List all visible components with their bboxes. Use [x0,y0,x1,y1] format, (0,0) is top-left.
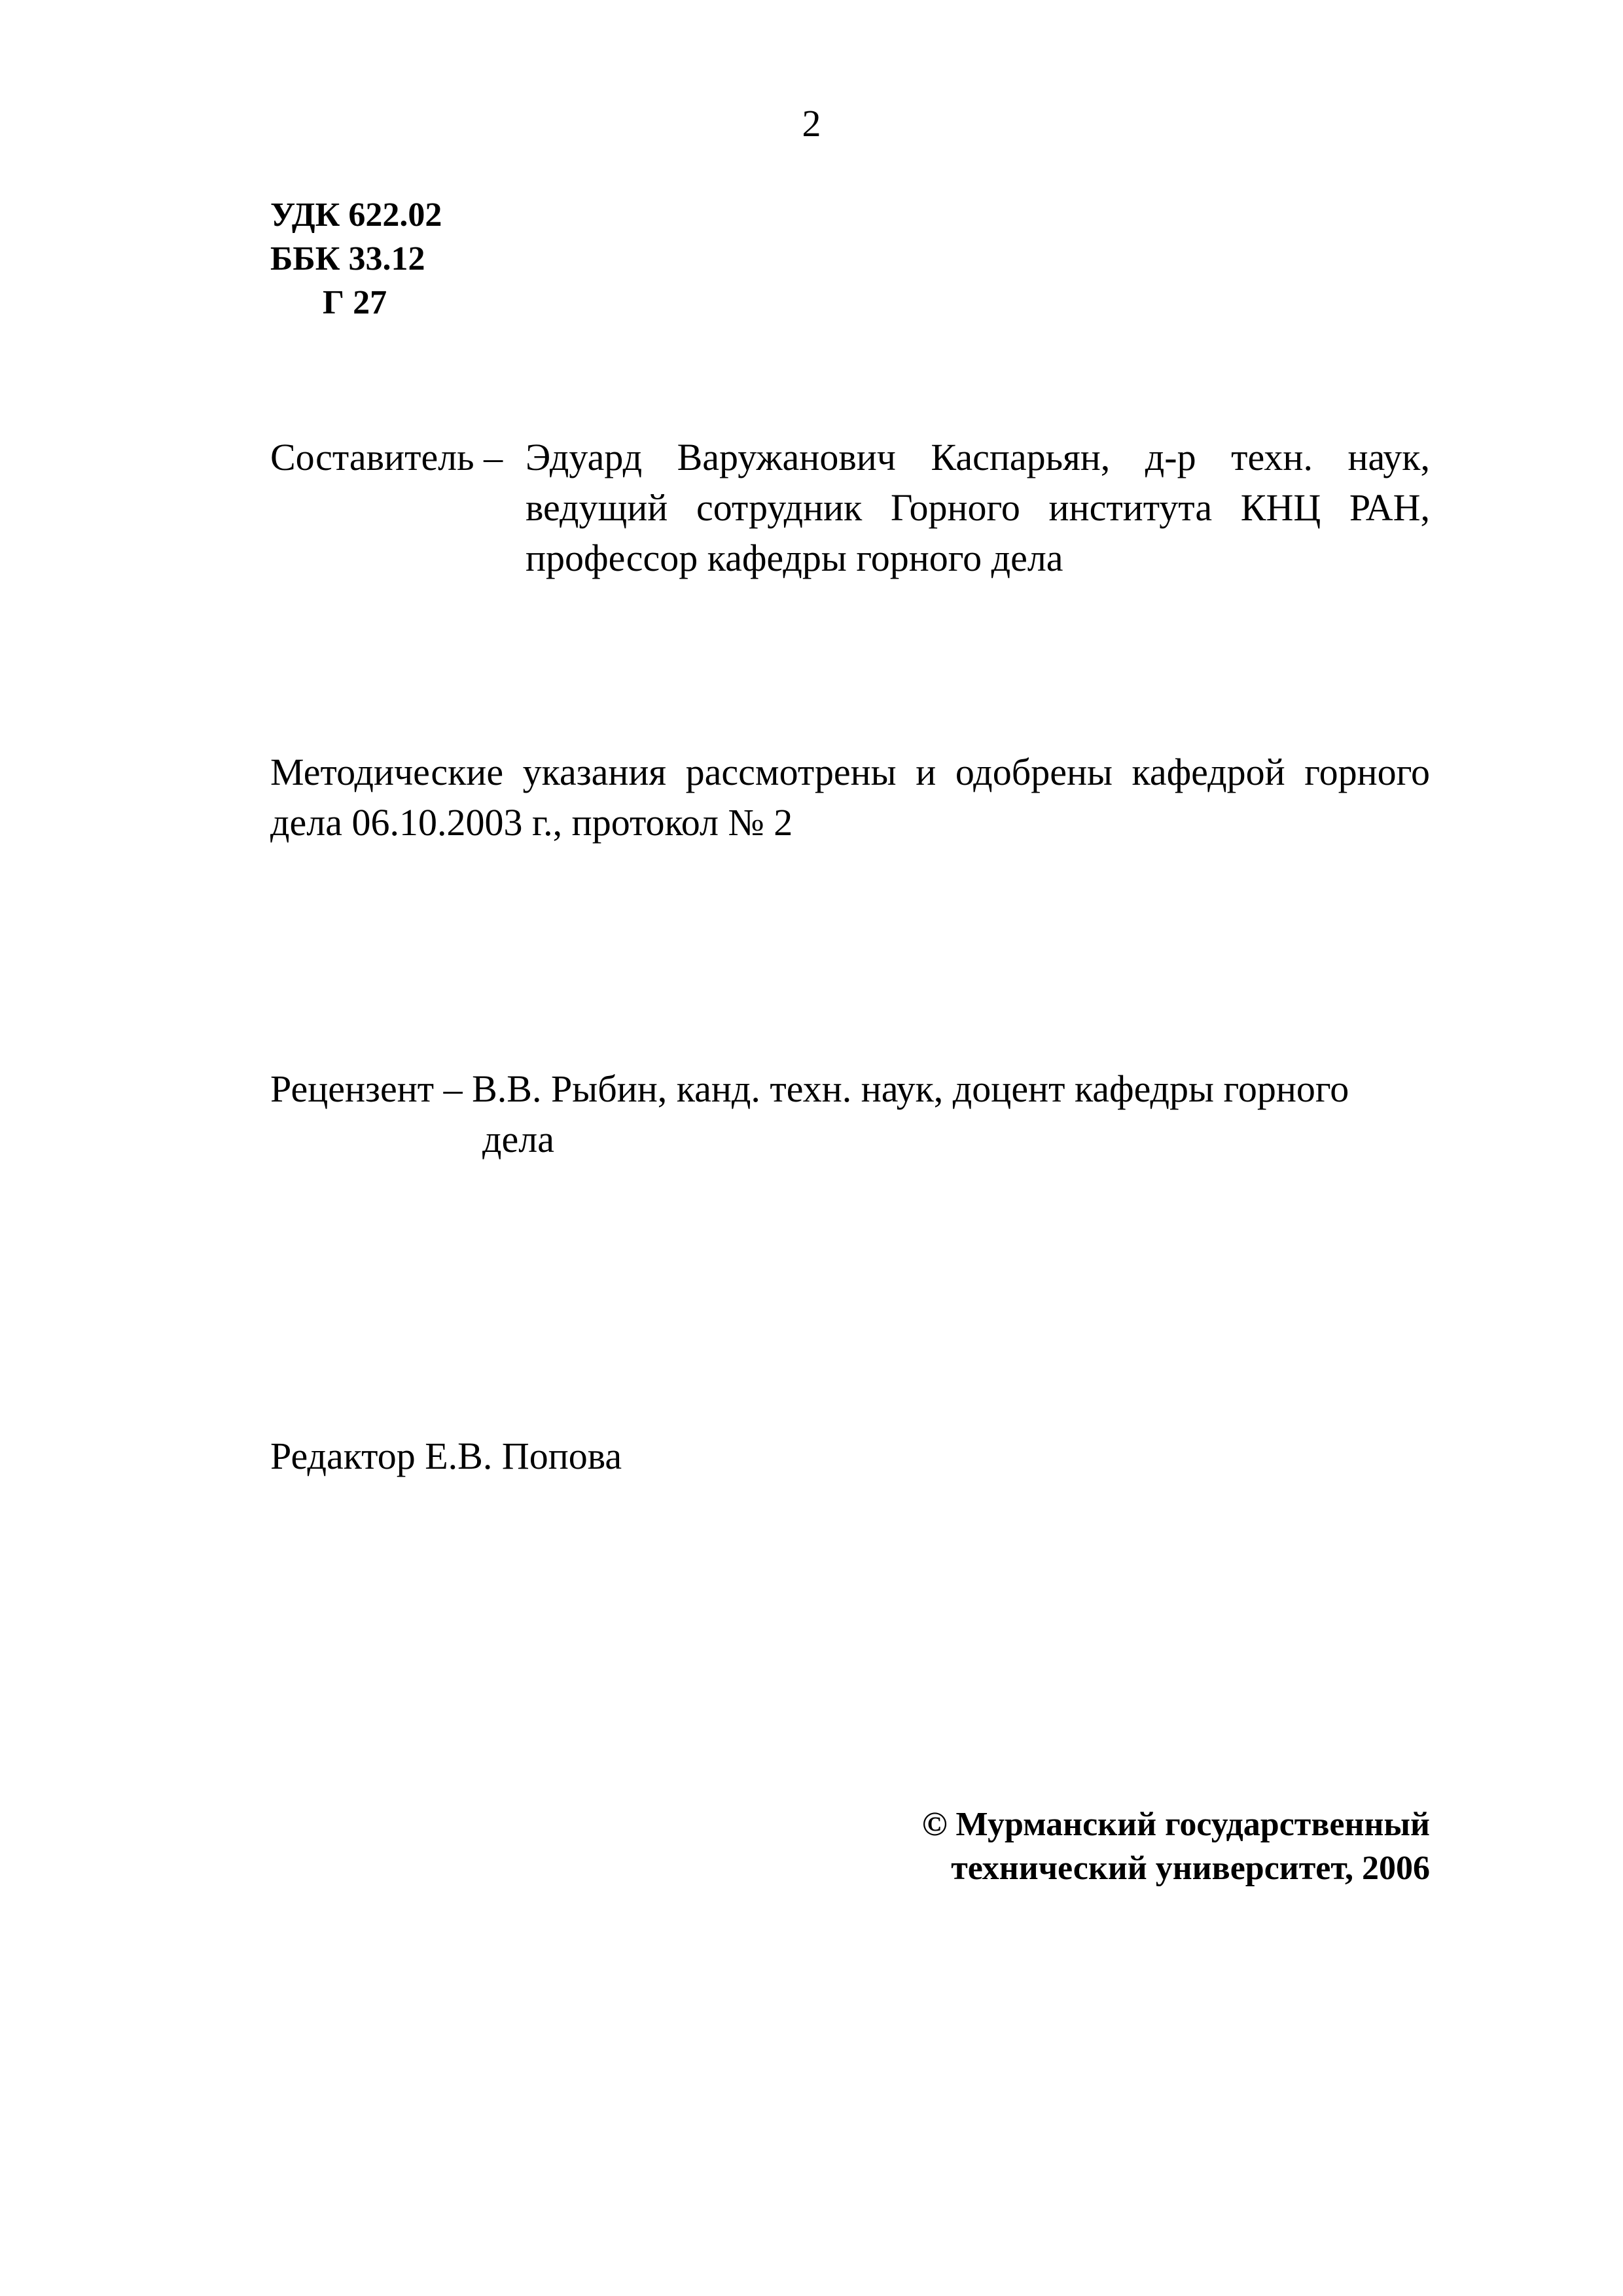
reviewer-text-line2: дела [482,1118,554,1160]
reviewer-label: Рецензент – [270,1067,463,1110]
author-mark: Г 27 [323,284,387,321]
editor-text: Редактор Е.В. Попова [270,1435,622,1477]
compiler-label: Составитель – [270,436,503,478]
udk-code: УДК 622.02 [270,196,442,234]
compiler-section [270,432,1430,583]
classification-block [270,193,442,325]
copyright-line2: технический университет, 2006 [951,1850,1430,1887]
page-number: 2 [802,102,821,145]
reviewer-text-line1: В.В. Рыбин, канд. техн. наук, доцент кафедры горного [472,1067,1349,1110]
copyright-block [922,1803,1430,1890]
bbk-code: ББК 33.12 [270,240,425,278]
reviewer-section [270,1064,1448,1164]
compiler-text: Эдуард Варужанович Каспарьян, д-р техн. наук, ведущий сотрудник Горного института КНЦ РАН, профессор кафедры горного дела [526,436,1430,579]
copyright-line1: © Мурманский государственный [921,1806,1430,1843]
approval-text: Методические указания рассмотрены и одобрены кафедрой горного дела 06.10.2003 г., протокол № 2 [270,751,1430,844]
